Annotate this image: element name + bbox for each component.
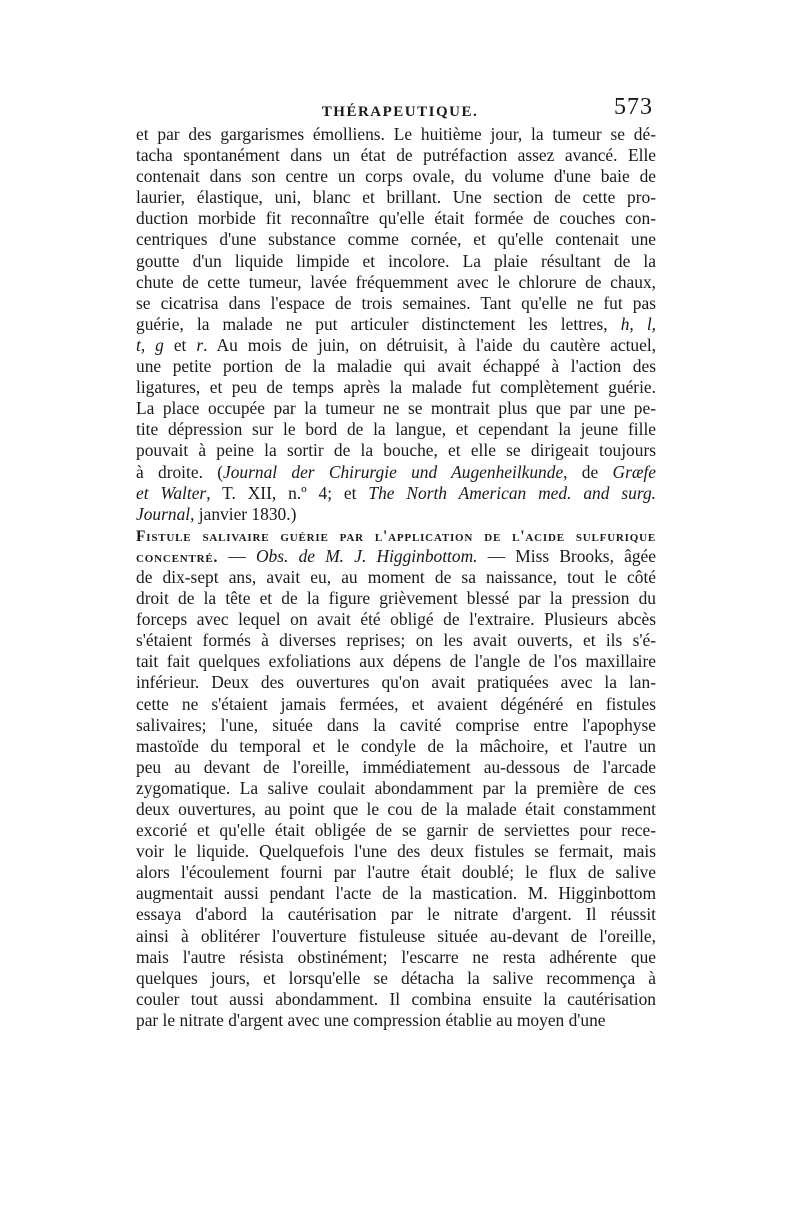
text-span: salivaires; l'une, située dans la cavité comprise entre l'apophyse [136,714,656,735]
text-span: contenait dans son centre un corps ovale, du volume d'une baie de [136,166,656,187]
text-line [136,799,656,820]
text-span: à droite. ( [136,461,223,482]
text-span: de dix-sept ans, avait eu, au moment de sa naissance, tout le côté [136,566,656,587]
text-span: voir le liquide. Quelquefois l'une des deux fistules se fermait, mais [136,841,656,862]
text-line [136,947,656,968]
italic-text: The North American med. and surg. [368,482,656,503]
text-line [136,166,656,187]
text-span: tite dépression sur le bord de la langue, et cependant la jeune fille [136,419,656,440]
text-span: , de [563,461,613,482]
text-span: excorié et qu'elle était obligée de se garnir de serviettes pour rece- [136,820,656,841]
text-span: cette ne s'étaient jamais fermées, et avaient dégénéré en fistules [136,693,656,714]
text-line [136,229,656,250]
text-line [136,124,656,145]
text-line [136,757,656,778]
text-line [136,820,656,841]
italic-text: t, g [136,334,164,355]
text-line [136,293,656,314]
text-span: se cicatrisa dans l'espace de trois semaines. Tant qu'elle ne fut pas [136,292,656,313]
text-span: — Miss Brooks, âgée [477,545,656,566]
text-span: tacha spontanément dans un état de putréfaction assez avancé. Elle [136,145,656,166]
text-span: peu au devant de l'oreille, immédiatement au-dessous de l'arcade [136,756,656,777]
text-line [136,841,656,862]
text-line [136,651,656,672]
text-line [136,462,656,483]
text-line [136,609,656,630]
text-line [136,377,656,398]
text-line [136,145,656,166]
text-span: droit de la tête et de la figure grièvement blessé par la pression du [136,588,656,609]
text-line [136,672,656,693]
text-span: — [218,545,256,566]
text-span: pouvait à peine la sortir de la bouche, et elle se dirigeait toujours [136,440,656,461]
text-span: alors l'écoulement fourni par l'autre était doublé; le flux de salive [136,862,656,883]
text-line [136,546,656,567]
text-span: La place occupée par la tumeur ne se montrait plus que par une pe- [136,398,656,419]
text-span: laurier, élastique, uni, blanc et brillant. Une section de cette pro- [136,187,656,208]
text-span: chute de cette tumeur, lavée fréquemment avec le chlorure de chaux, [136,271,656,292]
text-line [136,251,656,272]
text-span: ainsi à oblitérer l'ouverture fistuleuse située au-devant de l'oreille, [136,925,656,946]
italic-text: Journal der Chirurgie und Augenheilkunde [223,461,564,482]
italic-text: Journal [136,503,191,524]
text-line [136,883,656,904]
text-span: mastoïde du temporal et le condyle de la mâchoire, et l'autre un [136,735,656,756]
text-span: guérie, la malade ne put articuler distinctement les lettres, [136,313,621,334]
text-span: s'étaient formés à diverses reprises; on les avait ouverts, et ils s'é- [136,630,656,651]
body-text [136,124,656,1031]
text-line [136,968,656,989]
text-span: mais l'autre résista obstinément; l'escarre ne resta adhérente que [136,946,656,967]
text-span: quelques jours, et lorsqu'elle se détacha la salive recommença à [136,967,656,988]
text-line [136,187,656,208]
small-caps-text: Fistule salivaire guérie par l'application de l'acide sulfurique [136,527,656,545]
text-line [136,335,656,356]
text-line [136,904,656,925]
text-span: , T. XII, n.º 4; et [206,482,369,503]
text-line [136,989,656,1010]
text-span: inférieur. Deux des ouvertures qu'on avait pratiquées avec la lan- [136,672,656,693]
text-span: et par des gargarismes émolliens. Le huitième jour, la tumeur se dé- [136,124,656,144]
text-span: . Au mois de juin, on détruisit, à l'aide du cautère actuel, [203,334,657,355]
italic-text: et Walter [136,482,207,503]
italic-text: Græfe [612,461,656,482]
text-line [136,588,656,609]
text-line [136,208,656,229]
text-line [136,440,656,461]
text-span: centriques d'une substance comme cornée, et qu'elle contenait une [136,229,656,250]
text-line [136,419,656,440]
text-span: goutte d'un liquide limpide et incolore. La plaie résultant de la [136,250,656,271]
text-line [136,736,656,757]
text-span: et [163,334,197,355]
text-span: augmentait aussi pendant l'acte de la mastication. M. Higginbottom [136,883,656,904]
text-span: duction morbide fit reconnaître qu'elle était formée de couches con- [136,208,656,229]
text-line [136,926,656,947]
text-span: tait fait quelques exfoliations aux dépens de l'angle de l'os maxillaire [136,651,656,672]
text-span: ligatures, et peu de temps après la malade fut complètement guérie. [136,377,656,398]
text-line [136,778,656,799]
text-line [136,483,656,504]
text-line [136,1010,656,1031]
text-line [136,715,656,736]
italic-text: Obs. de M. J. Higginbottom. [255,545,478,566]
text-line [136,567,656,588]
running-header: THÉRAPEUTIQUE. [321,104,479,120]
page-number: 573 [614,94,653,120]
text-span: une petite portion de la maladie qui avait échappé à l'action des [136,356,656,377]
small-caps-text: concentré. [136,548,219,566]
text-span: zygomatique. La salive coulait abondamment par la première de ces [136,777,656,798]
text-line [136,398,656,419]
text-line [136,272,656,293]
italic-text: r [196,334,204,355]
italic-text: h, l, [620,313,657,334]
text-line [136,504,656,525]
text-line [136,694,656,715]
text-span: couler tout aussi abondamment. Il combina ensuite la cautérisation [136,988,656,1009]
text-span: , janvier 1830.) [190,503,297,524]
text-line [136,630,656,651]
text-line [136,862,656,883]
text-line [136,356,656,377]
text-line [136,525,656,546]
text-span: forceps avec lequel on avait été obligé de l'extraire. Plusieurs abcès [136,609,656,630]
text-span: essaya d'abord la cautérisation par le nitrate d'argent. Il réussit [136,904,656,925]
text-span: deux ouvertures, au point que le cou de la malade était constamment [136,799,656,819]
text-span: par le nitrate d'argent avec une compression établie au moyen d'une [136,1009,606,1030]
text-line [136,314,656,335]
